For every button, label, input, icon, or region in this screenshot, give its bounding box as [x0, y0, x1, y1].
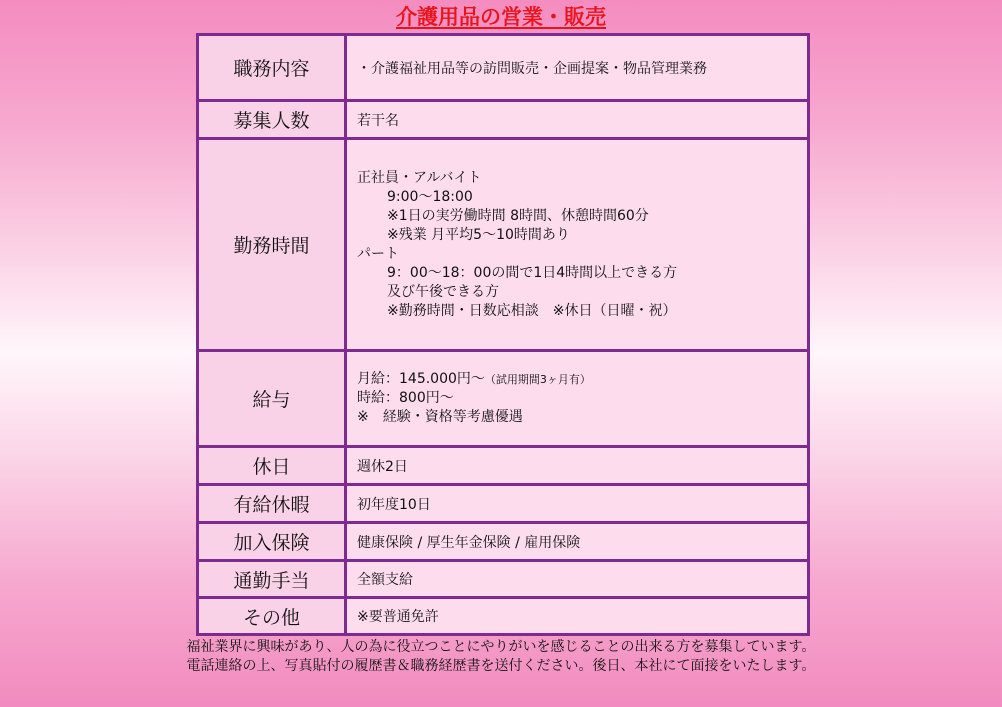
row-label-commute: 通勤手当 — [198, 561, 346, 598]
row-label-recruit: 募集人数 — [198, 101, 346, 139]
table-row — [198, 35, 809, 101]
hours-line: ※残業 月平均5～10時間あり — [387, 226, 570, 243]
hours-line: 9：00～18：00の間で1日4時間以上できる方 — [387, 264, 678, 281]
salary-note: ※ 経験・資格等考慮優遇 — [357, 409, 523, 425]
table-row — [198, 447, 809, 485]
table-row — [198, 523, 809, 561]
table-row — [198, 139, 809, 351]
row-label-duties: 職務内容 — [198, 35, 346, 101]
hours-line: 及び午後できる方 — [387, 283, 499, 300]
row-label-insurance: 加入保険 — [198, 523, 346, 561]
footer-line-1: 福祉業界に興味があり、人の為に役立つことにやりがいを感じることの出来る方を募集しています。 — [186, 639, 816, 655]
row-label-other: その他 — [198, 598, 346, 635]
row-value-commute: 全額支給 — [346, 561, 809, 598]
table-row — [198, 598, 809, 635]
table-row — [198, 485, 809, 523]
salary-monthly-line — [357, 370, 807, 389]
row-label-paid-leave: 有給休暇 — [198, 485, 346, 523]
row-value-holiday: 週休2日 — [346, 447, 809, 485]
page-title — [0, 2, 1002, 32]
hours-line: 正社員・アルバイト — [357, 169, 482, 186]
job-info-table — [196, 33, 810, 636]
table-row — [198, 561, 809, 598]
page-title-text: 介護用品の営業・販売 — [396, 5, 606, 29]
salary-monthly-note: （試用期間3ヶ月有） — [484, 373, 591, 386]
salary-monthly: 月給：145.000円～ — [357, 371, 485, 387]
hours-line: パート — [357, 245, 399, 262]
row-value-other: ※要普通免許 — [346, 598, 809, 635]
footer-line-2: 電話連絡の上、写真貼付の履歴書＆職務経歴書を送付ください。後日、本社にて面接をいたします。 — [186, 658, 816, 674]
row-value-recruit: 若干名 — [346, 101, 809, 139]
hours-line: 9:00～18:00 — [387, 188, 473, 205]
row-value-insurance: 健康保険 / 厚生年金保険 / 雇用保険 — [346, 523, 809, 561]
hours-line: ※1日の実労働時間 8時間、休憩時間60分 — [387, 207, 649, 224]
row-label-holiday: 休日 — [198, 447, 346, 485]
table-row — [198, 101, 809, 139]
row-value-duties: ・介護福祉用品等の訪問販売・企画提案・物品管理業務 — [346, 35, 809, 101]
row-value-salary — [346, 351, 809, 447]
row-label-hours: 勤務時間 — [198, 139, 346, 351]
row-value-hours — [346, 139, 809, 351]
salary-hourly: 時給：800円～ — [357, 390, 454, 406]
footer-note — [0, 638, 1002, 676]
hours-line: ※勤務時間・日数応相談 ※休日（日曜・祝） — [387, 302, 677, 319]
row-label-salary: 給与 — [198, 351, 346, 447]
row-value-paid-leave: 初年度10日 — [346, 485, 809, 523]
table-row — [198, 351, 809, 447]
